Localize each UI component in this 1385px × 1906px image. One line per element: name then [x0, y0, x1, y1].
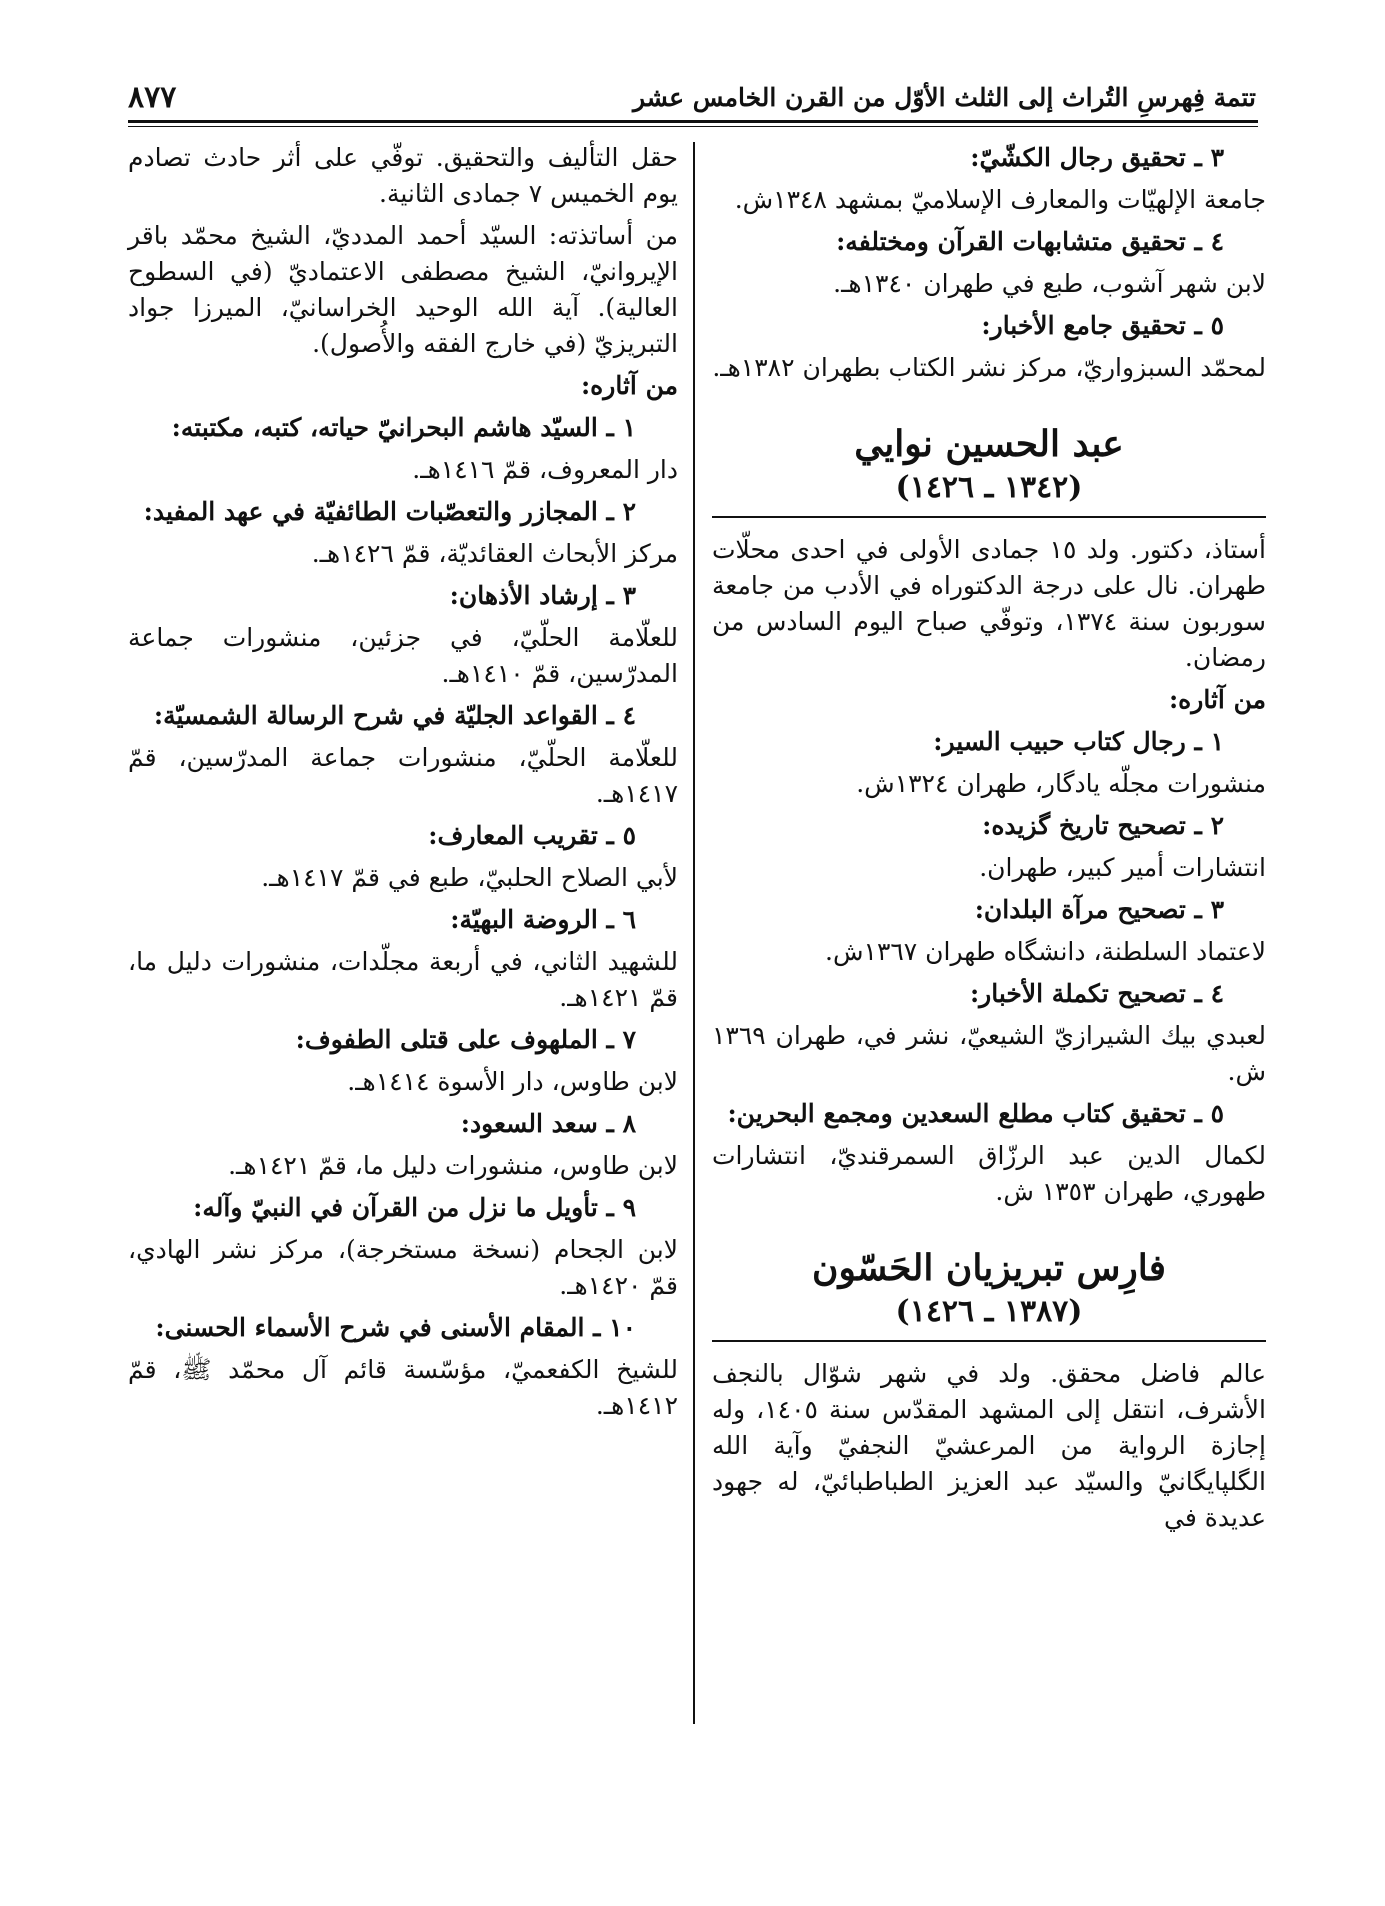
work-title: ٢ ـ تصحيح تاريخ گزيده: [982, 811, 1224, 840]
header-rule-thin [128, 126, 1258, 127]
work-details: لمحمّد السبزواريّ، مركز نشر الكتاب بطهران ١٣٨٢هـ. [712, 353, 1266, 382]
work-entry [712, 308, 1266, 386]
work-details: للشهيد الثاني، في أربعة مجلّدات، منشورات دليل ما، قمّ ١٤٢١هـ. [128, 947, 678, 1012]
work-entry [712, 724, 1266, 802]
work-details: جامعة الإلهيّات والمعارف الإسلاميّ بمشهد ١٣٤٨ش. [734, 185, 1266, 214]
left-column [128, 140, 678, 1430]
biography-text: حقل التأليف والتحقيق. توفّي على أثر حادث تصادم يوم الخميس ٧ جمادى الثانية. [128, 143, 678, 208]
biography-text: عالم فاضل محقق. ولد في شهر شوّال بالنجف الأشرف، انتقل إلى المشهد المقدّس سنة ١٤٠٥، وله إجازة الرواية من المرعشيّ النجفيّ وآية الله الگلپايگانيّ والسيّد عبد العزيز الطباطبائيّ، له جهود عديدة في [712, 1359, 1266, 1532]
work-title: ٤ ـ تحقيق متشابهات القرآن ومختلفه: [836, 227, 1224, 256]
work-details: مركز الأبحاث العقائديّة، قمّ ١٤٢٦هـ. [311, 539, 678, 568]
work-entry [128, 1190, 678, 1304]
running-header [128, 74, 1256, 120]
page-number: ٨٧٧ [128, 79, 177, 115]
work-title: ١٠ ـ المقام الأسنى في شرح الأسماء الحسنى: [155, 1313, 636, 1342]
work-details: لابن الجحام (نسخة مستخرجة)، مركز نشر الهادي، قمّ ١٤٢٠هـ. [128, 1235, 678, 1300]
work-title: ٣ ـ إرشاد الأذهان: [449, 581, 636, 610]
work-entry [712, 1096, 1266, 1210]
work-details: لاعتماد السلطنة، دانشگاه طهران ١٣٦٧ش. [825, 937, 1266, 966]
work-entry [128, 902, 678, 1016]
work-entry [128, 1106, 678, 1184]
work-details: للعلّامة الحلّيّ، في جزئين، منشورات جماعة المدرّسين، قمّ ١٤١٠هـ. [128, 623, 678, 688]
work-title: ٦ ـ الروضة البهيّة: [450, 905, 636, 934]
work-title: ٤ ـ القواعد الجليّة في شرح الرسالة الشمسيّة: [153, 701, 636, 730]
work-title: ٨ ـ سعد السعود: [460, 1109, 636, 1138]
header-rule [128, 120, 1258, 123]
work-title: ٤ ـ تصحيح تكملة الأخبار: [969, 979, 1224, 1008]
work-details: لأبي الصلاح الحلبيّ، طبع في قمّ ١٤١٧هـ. [261, 863, 678, 892]
work-entry [128, 494, 678, 572]
header-title: تتمة فِهرسِ التُراث إلى الثلث الأوّل من القرن الخامس عشر [632, 82, 1256, 112]
work-entry [712, 976, 1266, 1090]
biography-name: عبد الحسين نوايي [854, 423, 1124, 465]
work-entry [128, 1310, 678, 1424]
work-entry [712, 808, 1266, 886]
work-details: لعبدي بيك الشيرازيّ الشيعيّ، نشر في، طهران ١٣٦٩ ش. [712, 1021, 1266, 1086]
work-title: ٧ ـ الملهوف على قتلى الطفوف: [295, 1025, 636, 1054]
work-title: ٥ ـ تحقيق جامع الأخبار: [981, 311, 1224, 340]
biography-text: أستاذ، دكتور. ولد ١٥ جمادى الأولى في احدى محلّات طهران. نال على درجة الدكتوراه في الأدب من جامعة سوربون سنة ١٣٧٤، وتوفّي صباح اليوم السادس من رمضان. [712, 535, 1266, 672]
biography-rule [712, 1340, 1266, 1342]
biography-rule [712, 516, 1266, 518]
work-entry [712, 140, 1266, 218]
work-title: ١ ـ رجال كتاب حبيب السير: [933, 727, 1224, 756]
work-entry [128, 1022, 678, 1100]
work-details: للشيخ الكفعميّ، مؤسّسة قائم آل محمّد ﷺ، قمّ ١٤١٢هـ. [128, 1355, 678, 1420]
work-entry [712, 892, 1266, 970]
work-details: لابن شهر آشوب، طبع في طهران ١٣٤٠هـ. [833, 269, 1266, 298]
work-entry [712, 224, 1266, 302]
work-details: منشورات مجلّه يادگار، طهران ١٣٢٤ش. [856, 769, 1266, 798]
works-label: من آثاره: [580, 371, 678, 400]
work-title: ٢ ـ المجازر والتعصّبات الطائفيّة في عهد المفيد: [143, 497, 636, 526]
work-details: انتشارات أمير كبير، طهران. [979, 853, 1266, 882]
work-title: ٣ ـ تصحيح مرآة البلدان: [974, 895, 1224, 924]
column-divider [693, 142, 695, 1724]
work-title: ٥ ـ تقريب المعارف: [428, 821, 636, 850]
work-title: ٥ ـ تحقيق كتاب مطلع السعدين ومجمع البحرين: [727, 1099, 1224, 1128]
work-entry [128, 818, 678, 896]
work-entry [128, 410, 678, 488]
biography-name: فارِس تبريزيان الحَسّون [812, 1247, 1166, 1289]
work-details: دار المعروف، قمّ ١٤١٦هـ. [412, 455, 678, 484]
biography-years: (١٣٨٧ ـ ١٤٢٦) [895, 1294, 1083, 1329]
teachers-text: من أساتذته: السيّد أحمد المدديّ، الشيخ محمّد باقر الإيروانيّ، الشيخ مصطفى الاعتماديّ (في السطوح العالية). آية الله الوحيد الخراسانيّ، الميرزا جواد التبريزيّ (في خارج الفقه والأُصول). [128, 221, 678, 358]
work-entry [128, 578, 678, 692]
work-entry [128, 698, 678, 812]
work-details: لابن طاوس، دار الأسوة ١٤١٤هـ. [347, 1067, 678, 1096]
work-title: ١ ـ السيّد هاشم البحرانيّ حياته، كتبه، مكتبته: [171, 413, 636, 442]
work-title: ٣ ـ تحقيق رجال الكشّيّ: [970, 143, 1224, 172]
biography-years: (١٣٤٢ ـ ١٤٢٦) [895, 470, 1083, 505]
work-details: للعلّامة الحلّيّ، منشورات جماعة المدرّسين، قمّ ١٤١٧هـ. [128, 743, 678, 808]
work-details: لكمال الدين عبد الرزّاق السمرقنديّ، انتشارات طهوري، طهران ١٣٥٣ ش. [712, 1141, 1266, 1206]
right-column [712, 140, 1266, 1542]
work-details: لابن طاوس، منشورات دليل ما، قمّ ١٤٢١هـ. [228, 1151, 678, 1180]
work-title: ٩ ـ تأويل ما نزل من القرآن في النبيّ وآله: [193, 1193, 636, 1222]
works-label: من آثاره: [1168, 685, 1266, 714]
